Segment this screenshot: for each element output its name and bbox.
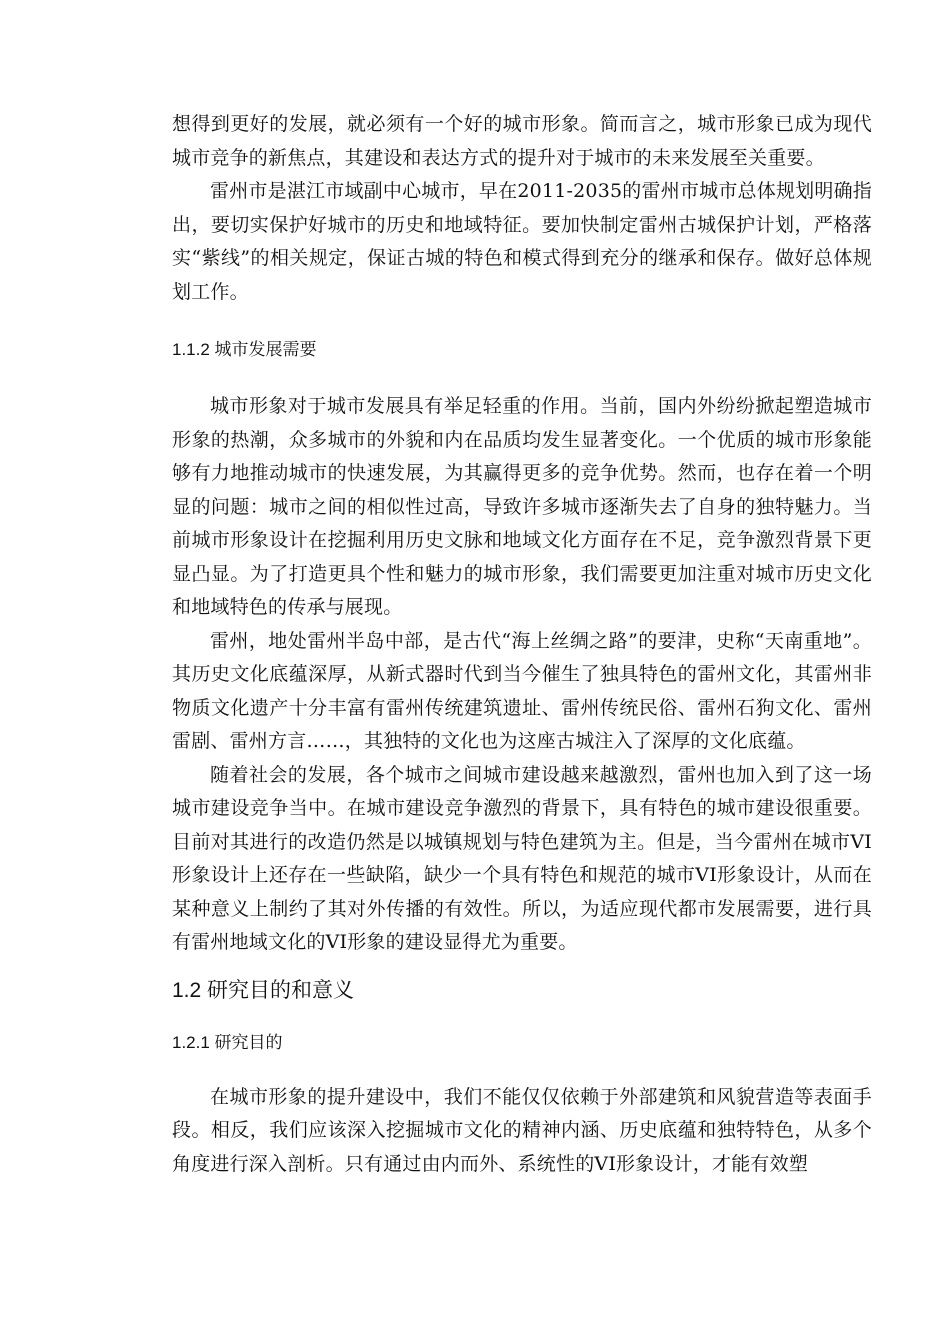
document-body	[172, 108, 872, 1181]
paragraph-leizhou-planning: 雷州市是湛江市域副中心城市，早在2011-2035的雷州市城市总体规划明确指出，要切实保护好城市的历史和地域特征。要加快制定雷州古城保护计划，严格落实“紫线”的相关规定，保证古城的特色和模式得到充分的继承和保存。做好总体规划工作。	[172, 180, 872, 303]
section-heading-1-1-2: 1.1.2 城市发展需要	[172, 340, 317, 359]
paragraph-city-image-intro: 想得到更好的发展，就必须有一个好的城市形象。简而言之，城市形象已成为现代城市竞争的新焦点，其建设和表达方式的提升对于城市的未来发展至关重要。	[172, 113, 872, 169]
paragraph-vi-design-need: 随着社会的发展，各个城市之间城市建设越来越激烈，雷州也加入到了这一场城市建设竞争当中。在城市建设竞争激烈的背景下，具有特色的城市建设很重要。目前对其进行的改造仍然是以城镇规划与特色建筑为主。但是，当今雷州在城市VI形象设计上还存在一些缺陷，缺少一个具有特色和规范的城市VI形象设计，从而在某种意义上制约了其对外传播的有效性。所以，为适应现代都市发展需要，进行具有雷州地域文化的VI形象的建设显得尤为重要。	[172, 763, 872, 953]
paragraph-city-development: 城市形象对于城市发展具有举足轻重的作用。当前，国内外纷纷掀起塑造城市形象的热潮，众多城市的外貌和内在品质均发生显著变化。一个优质的城市形象能够有力地推动城市的快速发展，为其赢得更多的竞争优势。然而，也存在着一个明显的问题：城市之间的相似性过高，导致许多城市逐渐失去了自身的独特魅力。当前城市形象设计在挖掘利用历史文脉和地域文化方面存在不足，竞争激烈背景下更显凸显。为了打造更具个性和魅力的城市形象，我们需要更加注重对城市历史文化和地域特色的传承与展现。	[172, 395, 872, 618]
paragraph-research-purpose: 在城市形象的提升建设中，我们不能仅仅依赖于外部建筑和风貌营造等表面手段。相反，我们应该深入挖掘城市文化的精神内涵、历史底蕴和独特特色，从多个角度进行深入剖析。只有通过由内而外、系统性的VI形象设计，才能有效塑	[172, 1085, 872, 1175]
section-heading-1-2: 1.2 研究目的和意义	[172, 978, 355, 1002]
paragraph-leizhou-culture: 雷州，地处雷州半岛中部，是古代“海上丝绸之路”的要津，史称“天南重地”。其历史文化底蕴深厚，从新式器时代到当今催生了独具特色的雷州文化，其雷州非物质文化遗产十分丰富有雷州传统建筑遗址、雷州传统民俗、雷州石狗文化、雷州雷剧、雷州方言……，其独特的文化也为这座古城注入了深厚的文化底蕴。	[172, 629, 872, 752]
section-heading-1-2-1: 1.2.1 研究目的	[172, 1032, 283, 1052]
